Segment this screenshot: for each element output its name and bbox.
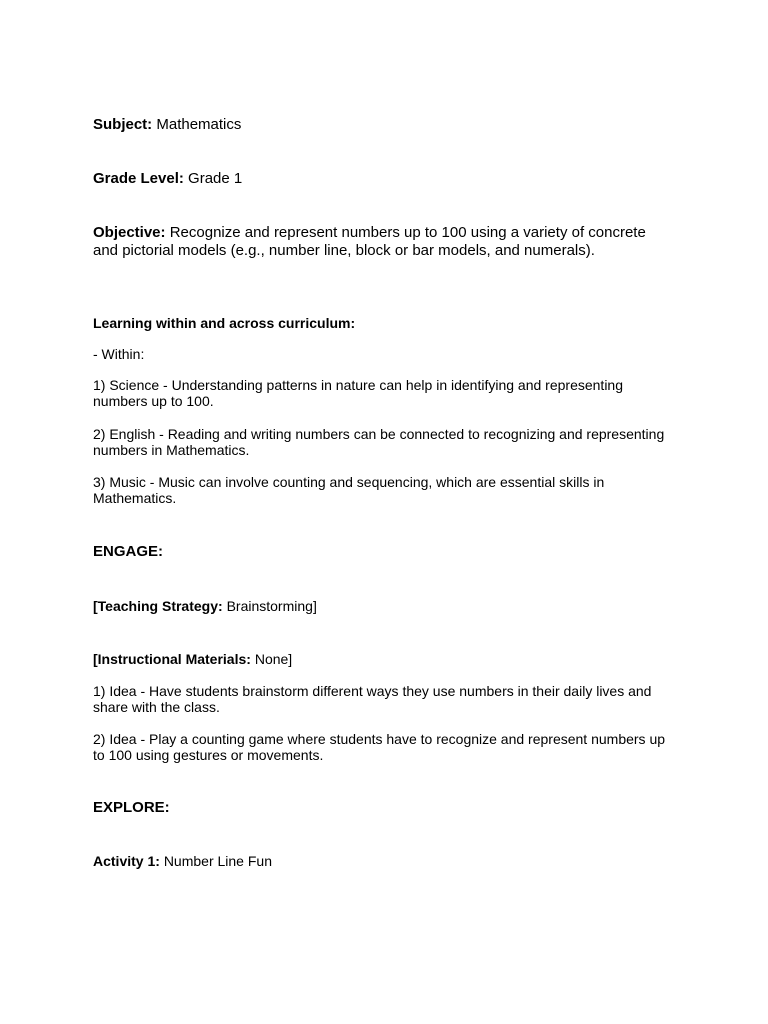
teaching-strategy-open: [ (93, 598, 98, 614)
teaching-strategy-value: Brainstorming (226, 598, 313, 614)
instructional-materials-close: ] (288, 651, 293, 667)
teaching-strategy-line (93, 598, 673, 614)
activity-1-line (93, 853, 673, 869)
activity-1-label: Activity 1: (93, 853, 160, 869)
grade-level-label: Grade Level: (93, 170, 184, 187)
instructional-materials-label: Instructional Materials: (97, 651, 251, 667)
instructional-materials-line (93, 651, 673, 667)
objective-label: Objective: (93, 224, 166, 241)
engage-heading: ENGAGE: (93, 543, 164, 560)
learning-heading: Learning within and across curriculum: (93, 315, 356, 331)
learning-item-music: 3) Music - Music can involve counting and sequencing, which are essential skills in Mathematics. (93, 474, 605, 506)
engage-idea-2: 2) Idea - Play a counting game where students have to recognize and represent numbers up to 100 using gestures or movements. (93, 731, 666, 763)
instructional-materials-open: [ (93, 651, 98, 667)
teaching-strategy-close: ] (312, 598, 317, 614)
subject-line (93, 116, 673, 134)
grade-level-line (93, 170, 673, 188)
grade-level-value: Grade 1 (188, 170, 243, 187)
objective-line (93, 224, 653, 260)
teaching-strategy-label: Teaching Strategy: (97, 598, 223, 614)
activity-1-value: Number Line Fun (163, 853, 272, 869)
explore-heading: EXPLORE: (93, 799, 170, 816)
subject-value: Mathematics (156, 116, 242, 133)
engage-idea-1: 1) Idea - Have students brainstorm different ways they use numbers in their daily lives and share with the class. (93, 683, 652, 715)
instructional-materials-value: None (254, 651, 289, 667)
subject-label: Subject: (93, 116, 153, 133)
within-label: - Within: (93, 346, 145, 362)
learning-item-english: 2) English - Reading and writing numbers can be connected to recognizing and representing numbers in Mathematics. (93, 426, 665, 458)
objective-value: Recognize and represent numbers up to 100 using a variety of concrete and pictorial models (e.g., number line, block or bar models, and numerals). (93, 224, 646, 259)
learning-item-science: 1) Science - Understanding patterns in nature can help in identifying and representing numbers up to 100. (93, 377, 623, 409)
